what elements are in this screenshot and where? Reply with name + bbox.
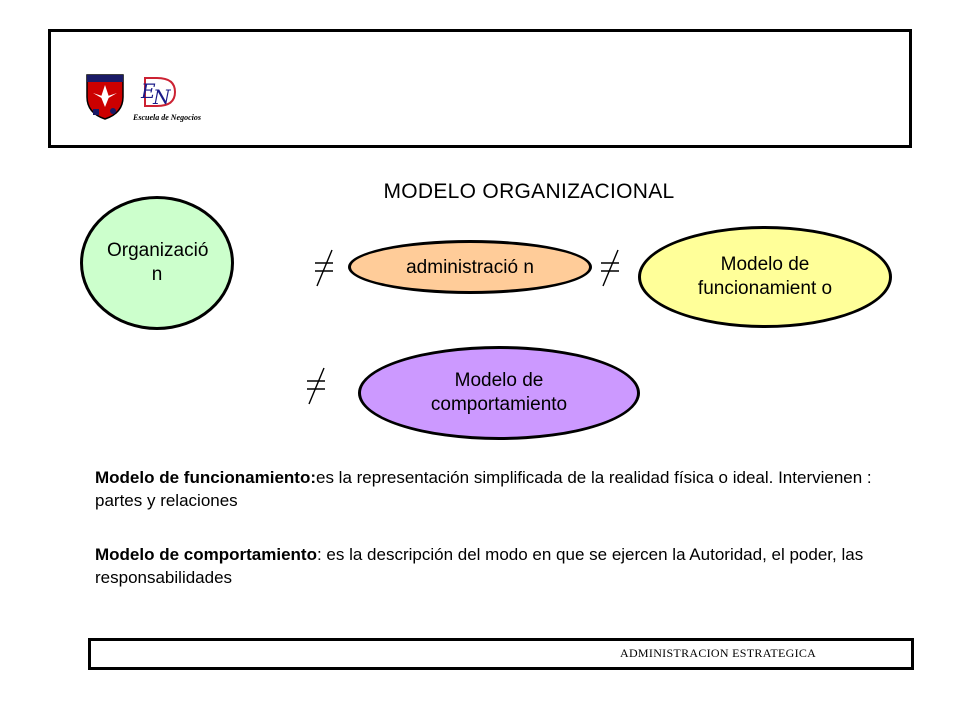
escuela-negocios-logo-icon	[131, 72, 221, 124]
footer-text: ADMINISTRACION ESTRATEGICA	[620, 646, 817, 660]
definition-text: : es la descripción del modo en que se ejercen la Autoridad, el poder, las responsabilidades	[95, 545, 864, 587]
node-label: Modelo de funcionamient o	[697, 254, 833, 299]
military-shield-icon	[85, 73, 125, 121]
node-comportamiento	[358, 346, 640, 440]
definition-comportamiento	[95, 543, 895, 589]
definition-funcionamiento	[95, 466, 895, 512]
not-equal-operator	[598, 248, 622, 288]
definition-term: Modelo de comportamiento	[95, 545, 317, 564]
svg-text:E: E	[141, 79, 156, 103]
not-equal-operator	[312, 248, 336, 288]
node-administracion	[348, 240, 592, 294]
page-title: MODELO ORGANIZACIONAL	[383, 180, 675, 203]
definition-term: Modelo de funcionamiento:	[95, 468, 316, 487]
header-banner	[48, 29, 912, 148]
not-equal-operator	[304, 366, 328, 406]
svg-text:N: N	[153, 85, 171, 109]
node-label: Modelo de comportamiento	[430, 370, 568, 415]
logo-caption: Escuela de Negocios	[133, 113, 201, 122]
node-label: Organizació n	[107, 240, 209, 285]
node-funcionamiento	[638, 226, 892, 328]
definition-text: es la representación simplificada de la realidad física o ideal. Intervienen : partes y relaciones	[95, 468, 872, 510]
node-label: administració n	[406, 257, 534, 278]
node-organizacion	[80, 196, 234, 330]
